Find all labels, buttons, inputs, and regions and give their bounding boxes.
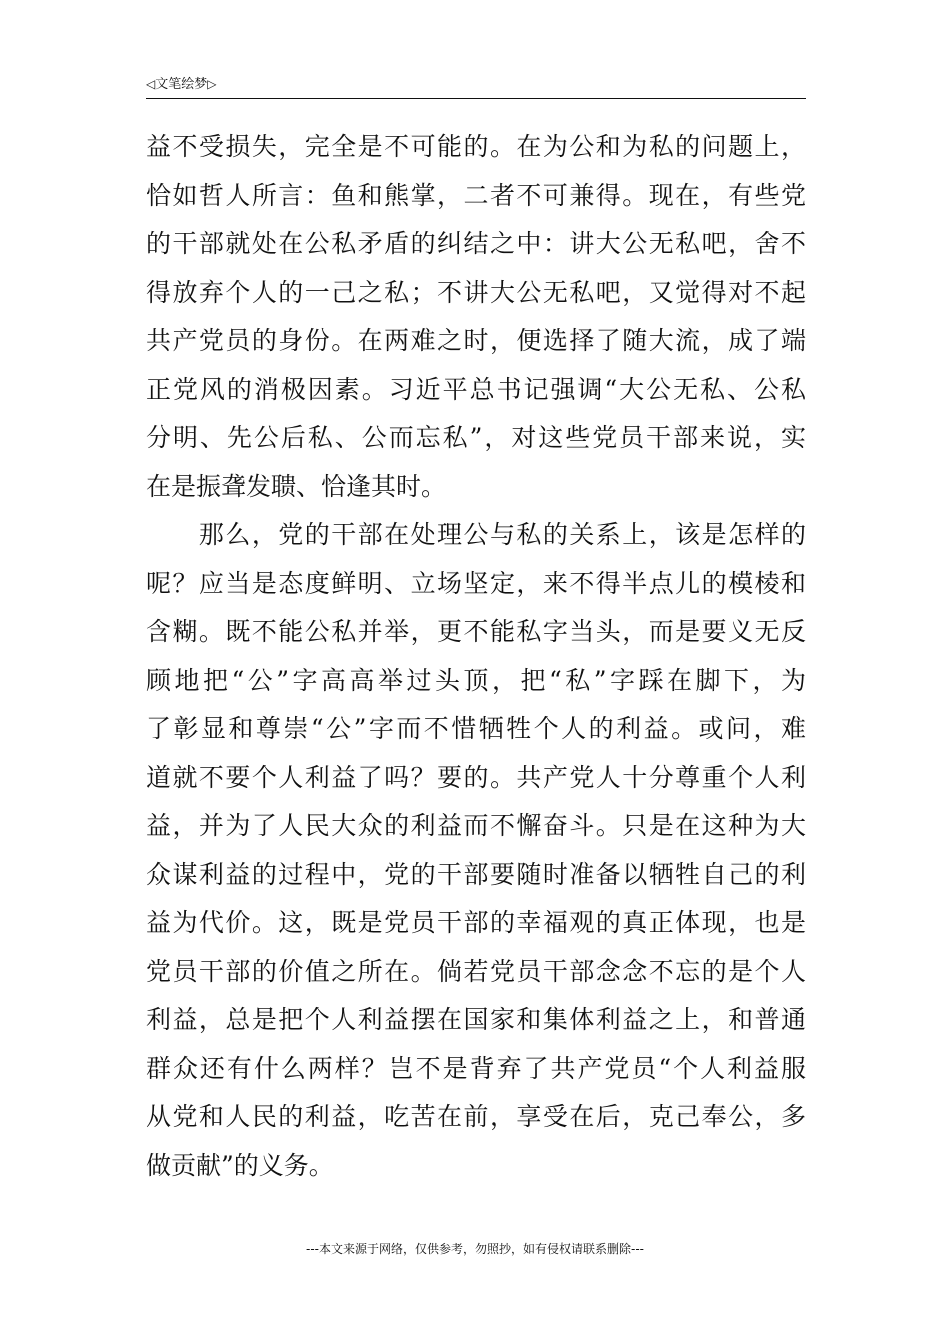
text-line: 含糊。既不能公私并举，更不能私字当头，而是要义无反: [146, 617, 806, 646]
text-line: 恰如哲人所言：鱼和熊掌，二者不可兼得。现在，有些党: [146, 180, 806, 210]
text-line: 呢？应当是态度鲜明、立场坚定，来不得半点儿的模棱和: [146, 568, 806, 598]
text-line: 顾地把“公”字高高举过头顶，把“私”字踩在脚下，为: [146, 665, 806, 695]
text-line: 益不受损失，完全是不可能的。在为公和为私的问题上，: [146, 132, 806, 161]
text-line: 了彰显和尊崇“公”字而不惜牺牲个人的利益。或问，难: [146, 714, 806, 743]
text-line: 道就不要个人利益了吗？要的。共产党人十分尊重个人利: [146, 762, 806, 792]
text-line: 正党风的消极因素。习近平总书记强调“大公无私、公私: [146, 374, 806, 404]
triangle-left-icon: ◁: [146, 77, 156, 91]
text-line: 的干部就处在公私矛盾的纠结之中：讲大公无私吧，舍不: [146, 229, 806, 258]
text-line: 在是振聋发聩、恰逢其时。: [146, 471, 447, 501]
text-line: 利益，总是把个人利益摆在国家和集体利益之上，和普通: [146, 1005, 806, 1034]
paragraph-1: [146, 123, 806, 511]
header-title: [146, 76, 216, 93]
text-line: 共产党员的身份。在两难之时，便选择了随大流，成了端: [146, 326, 806, 355]
text-line: 众谋利益的过程中，党的干部要随时准备以牺牲自己的利: [146, 859, 806, 889]
paragraph-2: [146, 511, 806, 1190]
page-header: [146, 72, 806, 99]
text-line: 分明、先公后私、公而忘私”，对这些党员干部来说，实: [146, 423, 806, 452]
header-title-text: 文笔绘梦: [155, 77, 208, 92]
triangle-right-icon: ▷: [207, 77, 217, 91]
text-line: 从党和人民的利益，吃苦在前，享受在后，克己奉公，多: [146, 1102, 806, 1131]
footer-disclaimer: ---本文来源于网络，仅供参考，勿照抄，如有侵权请联系删除---: [306, 1242, 644, 1256]
text-line: 党员干部的价值之所在。倘若党员干部念念不忘的是个人: [146, 956, 806, 986]
document-body: [146, 123, 806, 1190]
text-line: 做贡献”的义务。: [146, 1150, 334, 1180]
text-line: 群众还有什么两样？岂不是背弃了共产党员“个人利益服: [146, 1053, 806, 1083]
text-line: 得放弃个人的一己之私；不讲大公无私吧，又觉得对不起: [146, 277, 806, 307]
text-line: 益，并为了人民大众的利益而不懈奋斗。只是在这种为大: [146, 811, 806, 840]
text-line: 那么，党的干部在处理公与私的关系上，该是怎样的: [146, 520, 806, 549]
text-line: 益为代价。这，既是党员干部的幸福观的真正体现，也是: [146, 908, 806, 937]
